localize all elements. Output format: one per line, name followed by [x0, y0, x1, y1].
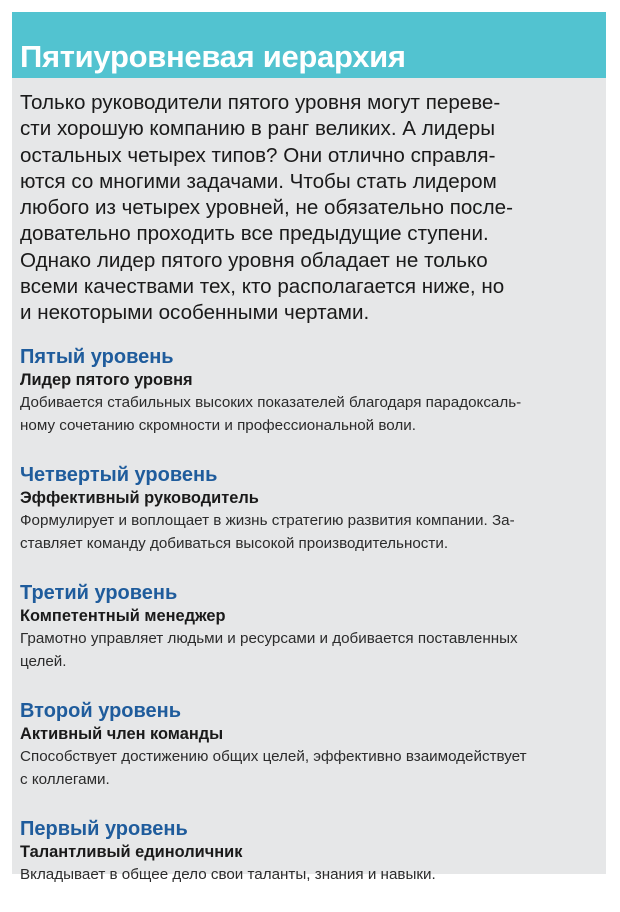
description-line: Вкладывает в общее дело свои таланты, знания и навыки.	[20, 866, 436, 883]
description-line: ставляет команду добиваться высокой производительности.	[20, 535, 449, 552]
level-description	[20, 745, 596, 791]
level-heading: Второй уровень	[20, 700, 182, 722]
levels-list	[20, 345, 596, 912]
level-heading: Четвертый уровень	[20, 464, 218, 486]
description-line: ному сочетанию скромности и профессиональной воли.	[20, 417, 416, 434]
level-item-fifth	[20, 345, 596, 437]
level-item-second	[20, 699, 596, 791]
level-item-first	[20, 817, 596, 886]
description-line: целей.	[20, 653, 67, 670]
level-description	[20, 391, 596, 437]
description-line: Формулирует и воплощает в жизнь стратегию развития компании. За-	[20, 512, 515, 529]
level-role: Лидер пятого уровня	[20, 371, 193, 389]
level-heading: Третий уровень	[20, 582, 178, 604]
hierarchy-panel	[12, 12, 606, 883]
intro-paragraph	[20, 90, 596, 327]
level-heading: Пятый уровень	[20, 346, 174, 368]
intro-line: и некоторыми особенными чертами.	[20, 301, 370, 325]
intro-line: остальных четырех типов? Они отлично справля-	[20, 143, 496, 167]
description-line: Грамотно управляет людьми и ресурсами и добивается поставленных	[20, 630, 518, 647]
intro-line: Только руководители пятого уровня могут переве-	[20, 91, 501, 114]
description-line: Способствует достижению общих целей, эффективно взаимодействует	[20, 748, 527, 765]
level-description	[20, 509, 596, 555]
level-role: Активный член команды	[20, 725, 224, 743]
level-description	[20, 627, 596, 673]
intro-line: сти хорошую компанию в ранг великих. А лидеры	[20, 117, 495, 141]
level-role: Эффективный руководитель	[20, 489, 259, 507]
panel-title: Пятиуровневая иерархия	[20, 39, 406, 74]
intro-line: ются со многими задачами. Чтобы стать лидером	[20, 169, 497, 193]
intro-line: довательно проходить все предыдущие ступени.	[20, 222, 489, 246]
intro-line: всеми качествами тех, кто располагается ниже, но	[20, 275, 505, 299]
level-role: Компетентный менеджер	[20, 607, 226, 625]
level-description	[20, 863, 596, 886]
intro-line: Однако лидер пятого уровня обладает не только	[20, 248, 488, 272]
intro-line: любого из четырех уровней, не обязательно после-	[20, 196, 513, 220]
level-role: Талантливый единоличник	[20, 843, 243, 861]
level-item-third	[20, 581, 596, 673]
description-line: Добивается стабильных высоких показателей благодаря парадоксаль-	[20, 394, 522, 411]
level-item-fourth	[20, 463, 596, 555]
level-heading: Первый уровень	[20, 818, 188, 840]
description-line: с коллегами.	[20, 771, 110, 788]
